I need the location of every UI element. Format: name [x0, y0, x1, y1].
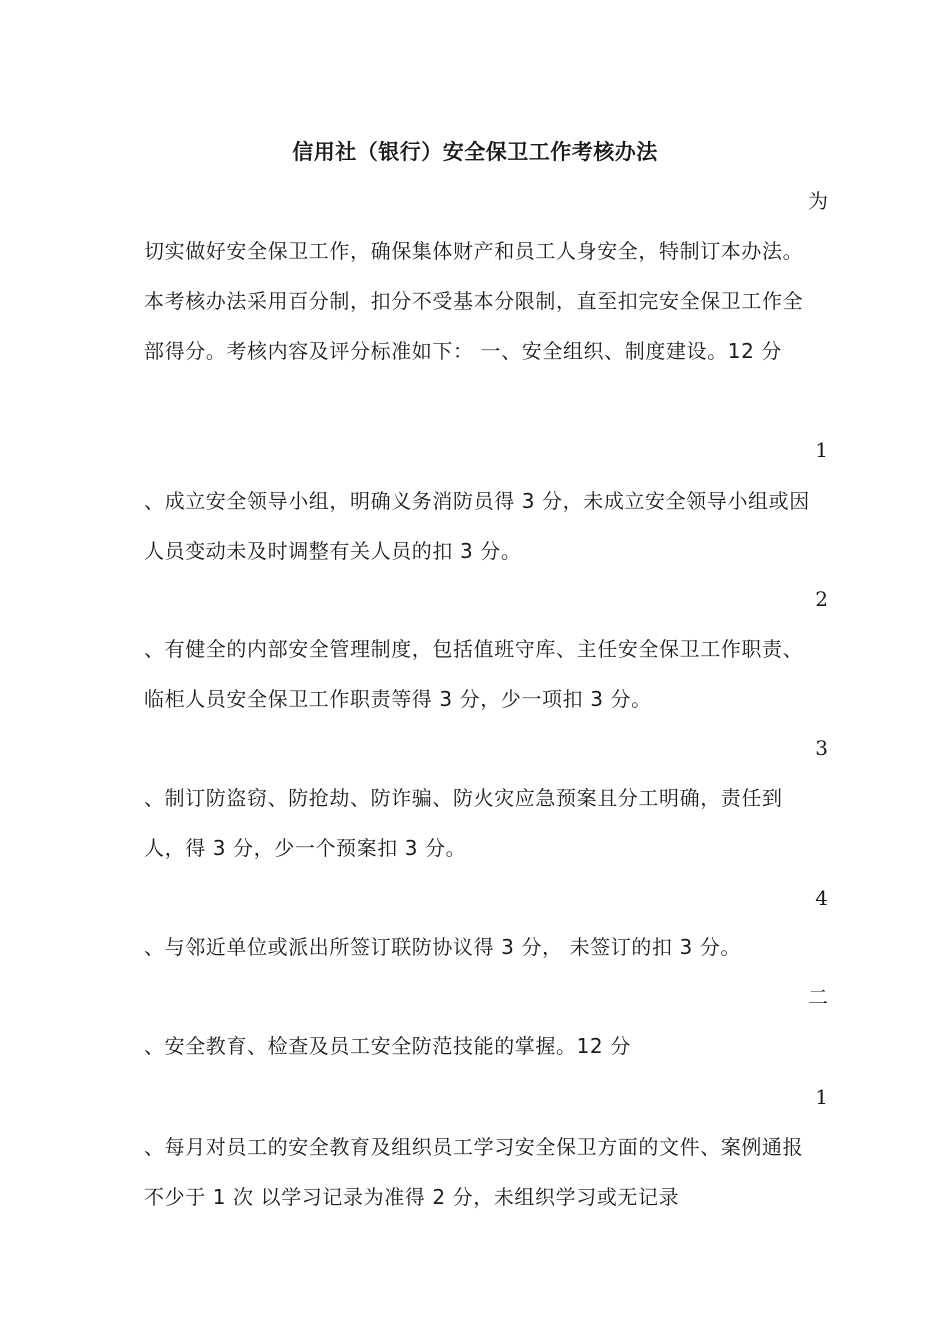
section2-item-1-marker: 1 — [815, 1085, 828, 1109]
intro-paragraph: 切实做好安全保卫工作，确保集体财产和员工人身安全，特制订本办法。本考核办法采用百分制，扣分不受基本分限制，直至扣完安全保卫工作全部得分。考核内容及评分标准如下： 一、安全组织、制度建设。12 分 — [144, 239, 804, 363]
section1-item-3-text: 、制订防盗窃、防抢劫、防诈骗、防火灾应急预案且分工明确，责任到人，得 3 分，少一个预案扣 3 分。 — [144, 786, 783, 860]
document-title: 信用社（银行）安全保卫工作考核办法 — [292, 140, 658, 164]
section1-item-4-text: 、与邻近单位或派出所签订联防协议得 3 分， 未签订的扣 3 分。 — [144, 935, 742, 959]
section2-heading: 、安全教育、检查及员工安全防范技能的掌握。12 分 — [144, 1034, 631, 1058]
section2-item-1-text: 、每月对员工的安全教育及组织员工学习安全保卫方面的文件、案例通报不少于 1 次 以学习记录为准得 2 分，未组织学习或无记录 — [144, 1135, 804, 1209]
intro-marker: 为 — [808, 189, 828, 213]
section1-item-1-marker: 1 — [815, 438, 828, 462]
section1-item-3-marker: 3 — [815, 736, 828, 760]
section2-marker: 二 — [808, 985, 828, 1009]
section1-item-2-marker: 2 — [815, 587, 828, 611]
section1-item-2-text: 、有健全的内部安全管理制度，包括值班守库、主任安全保卫工作职责、临柜人员安全保卫工作职责等得 3 分，少一项扣 3 分。 — [144, 637, 804, 711]
section1-item-4-marker: 4 — [815, 886, 828, 910]
section1-item-1-text: 、成立安全领导小组，明确义务消防员得 3 分，未成立安全领导小组或因人员变动未及时调整有关人员的扣 3 分。 — [144, 489, 810, 563]
